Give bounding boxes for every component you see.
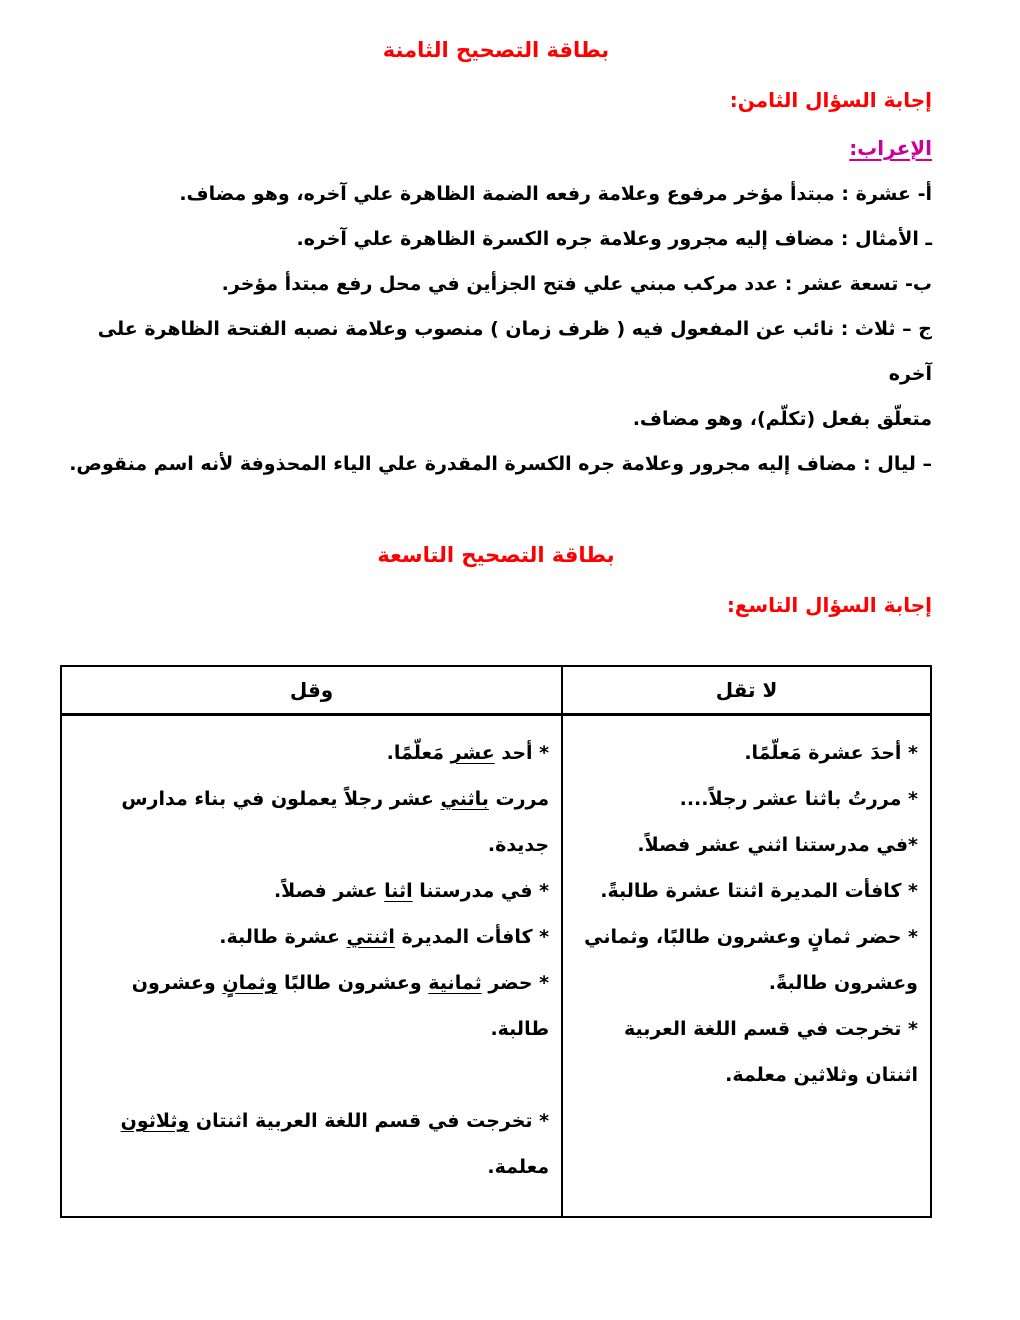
text-segment: مَعلّمًا. [386, 742, 451, 764]
column-dont-say [561, 667, 930, 1216]
text-segment: وعشرون طالبًا [277, 972, 429, 994]
text-segment: * تخرجت في قسم اللغة العربية اثنتان [189, 1110, 550, 1132]
irab-line-j-cont: متعلّق بفعل (تكلّم)، وهو مضاف. [632, 408, 932, 430]
underlined-word: عشر [450, 742, 495, 764]
irab-heading: الإعراب: [849, 136, 932, 160]
text-segment: وعشرون طالبة. [131, 972, 550, 1040]
text-segment: عشر رجلاً يعملون في بناء مدارس جديدة. [121, 788, 550, 856]
dont-say-header: لا تقل [563, 667, 930, 716]
irab-line-b: ب- تسعة عشر : عدد مركب مبني علي فتح الجزأين في محل رفع مبتدأ مؤخر. [221, 273, 932, 295]
column-say [62, 667, 561, 1216]
underlined-word: وثلاثون [120, 1110, 190, 1132]
table-line [573, 868, 918, 914]
text-segment: * أحد [494, 742, 550, 764]
say-body [62, 716, 561, 1216]
text-segment: * مررتُ باثنا عشر رجلاً.... [679, 788, 918, 810]
correction-table [60, 665, 932, 1218]
text-segment: * حضر [481, 972, 550, 994]
underlined-word: اثنتي [346, 926, 395, 948]
table-line [573, 730, 918, 776]
underlined-word: باثني [440, 788, 489, 810]
table-line [573, 776, 918, 822]
text-segment: * أحدَ عشرة مَعلّمًا. [744, 742, 918, 764]
irab-line-layal: – ليال : مضاف إليه مجرور وعلامة جره الكسرة المقدرة علي الياء المحذوفة لأنه اسم منقوص. [69, 453, 932, 475]
table-line [72, 1098, 549, 1190]
table-line [72, 868, 549, 914]
underlined-word: وثمانٍ [222, 972, 278, 994]
table-line [72, 960, 549, 1052]
text-segment: مررت [488, 788, 550, 810]
text-segment: * في مدرستنا [412, 880, 550, 902]
text-segment: *في مدرستنا اثني عشر فصلاً. [637, 834, 918, 856]
table-line [573, 1006, 918, 1098]
answer8-heading: إجابة السؤال الثامن: [729, 88, 932, 112]
irab-line-a: أ- عشرة : مبتدأ مؤخر مرفوع وعلامة رفعه الضمة الظاهرة علي آخره، وهو مضاف. [179, 183, 932, 205]
table-line [72, 776, 549, 868]
irab-section [60, 172, 932, 487]
say-header: وقل [62, 667, 561, 716]
dont-say-body [563, 716, 930, 1216]
irab-line-j: ج – ثلاث : نائب عن المفعول فيه ( ظرف زمان ) منصوب وعلامة نصبه الفتحة الظاهرة على آخره [97, 318, 932, 385]
text-segment: عشر فصلاً. [273, 880, 385, 902]
text-segment: معلمة. [487, 1156, 550, 1178]
text-segment: عشرة طالبة. [219, 926, 347, 948]
text-segment: * تخرجت في قسم اللغة العربية اثنتان وثلاثين معلمة. [623, 1018, 918, 1086]
table-line [573, 822, 918, 868]
irab-line-amthal: ـ الأمثال : مضاف إليه مجرور وعلامة جره الكسرة الظاهرة علي آخره. [296, 228, 932, 250]
table-line [72, 730, 549, 776]
answer9-heading: إجابة السؤال التاسع: [726, 593, 932, 617]
card9-title: بطاقة التصحيح التاسعة [377, 543, 615, 567]
text-segment: * حضر ثمانٍ وعشرون طالبًا، وثماني وعشرون طالبةً. [584, 926, 918, 994]
underlined-word: اثنا [384, 880, 413, 902]
text-segment: * كافأت المديرة [394, 926, 550, 948]
underlined-word: ثمانية [428, 972, 482, 994]
text-segment: * كافأت المديرة اثنتا عشرة طالبةً. [600, 880, 918, 902]
table-line [573, 914, 918, 1006]
table-line [72, 914, 549, 960]
card8-title: بطاقة التصحيح الثامنة [382, 38, 610, 62]
